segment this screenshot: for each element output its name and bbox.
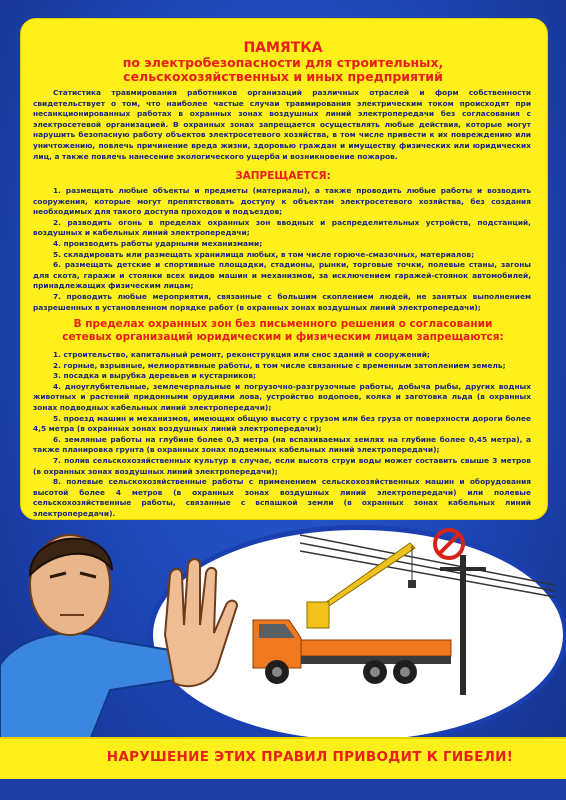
bottom-strip bbox=[0, 779, 566, 800]
list-item: 1. размещать любые объекты и предметы (материалы), а также проводить любые работы и возводить сооружения, которые могут препятствовать доступу к объектам электросетевого хозяйства, без создания необходимых для такого доступа проходов и подъездов; bbox=[33, 186, 531, 217]
man-stop-gesture-illustration bbox=[0, 515, 280, 740]
title-line: ПАМЯТКА bbox=[243, 40, 323, 56]
zones-heading bbox=[24, 318, 542, 343]
title-line: сельскохозяйственных и иных предприятий bbox=[123, 69, 443, 84]
list-item: 5. складировать или размещать хранилища любых, в том числе горюче-смазочных, материалов; bbox=[53, 249, 475, 259]
list-item: 2. горные, взрывные, мелиоративные работы, в том числе связанные с временным затоплением земель; bbox=[53, 360, 506, 370]
intro-text: Статистика травмирования работников организаций различных отраслей и форм собственности свидетельствует о том, что наиболее частые случаи травмирования электрическим током происходят при несанкционированных работах в охранных зонах воздушных линий электропередачи без согласования с электросетевой организацией. В охранных зонах запрещается осуществлять любые действия, которые могут нарушить безопасную работу объектов электросетевого хозяйства, в том числе привести к их повреждению или уничтожению, повлечь причинение вреда жизни, здоровью граждан и имуществу физических или юридических лиц, а также повлечь нанесение экологического ущерба и возникновение пожаров. bbox=[33, 88, 531, 161]
list-item: 4. дноуглубительные, землечерпальные и погрузочно-разгрузочные работы, добыча рыбы, других водных животных и растений придонными орудиями лова, устройство водопоев, колка и заготовка льда (в охранных зонах подводных кабельных линий электропередачи); bbox=[33, 381, 531, 412]
list-item: 4. производить работы ударными механизмами; bbox=[53, 238, 263, 248]
warning-text: НАРУШЕНИЕ ЭТИХ ПРАВИЛ ПРИВОДИТ К ГИБЕЛИ! bbox=[106, 749, 514, 765]
intro-paragraph bbox=[33, 88, 531, 162]
title-line: по электробезопасности для строительных, bbox=[122, 55, 444, 70]
list-item: 5. проезд машин и механизмов, имеющих общую высоту с грузом или без груза от поверхности дороги более 4,5 метра (в охранных зонах воздушных линий электропередачи); bbox=[33, 413, 531, 434]
list-item: 7. проводить любые мероприятия, связанные с большим скоплением людей, не занятых выполнением разрешенных в установленном порядке работ (в охранных зонах воздушных линий электропередачи); bbox=[33, 291, 531, 312]
list-item: 1. строительство, капитальный ремонт, реконструкция или снос зданий и сооружений; bbox=[53, 350, 430, 359]
list-item: 6. размещать детские и спортивные площадки, стадионы, рынки, торговые точки, полевые станы, загоны для скота, гаражи и стоянки всех видов машин и механизмов, за исключением гаражей-стоянок автомобилей, принадлежащих физическим лицам; bbox=[33, 260, 531, 291]
list-item: 8. полевые сельскохозяйственные работы с применением сельскохозяйственных машин и оборудования высотой более 4 метров (в охранных зонах воздушных линий электропередачи) или полевые сельскохозяйственные работы, связанные с вспашкой земли (в охранных зонах кабельных линий электропередачи). bbox=[33, 477, 531, 518]
list-item: 6. земляные работы на глубине более 0,3 метра (на вспахиваемых землях на глубине более 0,45 метра), а также планировка грунта (в охранных зонах подземных кабельных линий электропередачи); bbox=[33, 434, 531, 455]
list-item: 2. разводить огонь в пределах охранных зон вводных и распределительных устройств, подстанций, воздушных и кабельных линий электропередачи; bbox=[33, 217, 531, 238]
page-title bbox=[24, 40, 542, 84]
zones-heading-line: В пределах охранных зон без письменного решения о согласовании bbox=[73, 318, 493, 330]
zones-heading-line: сетевых организаций юридическим и физическим лицам запрещаются: bbox=[62, 330, 504, 343]
forbidden-list bbox=[33, 186, 531, 313]
list-item: 3. посадка и вырубка деревьев и кустарников; bbox=[53, 371, 257, 381]
forbidden-heading: ЗАПРЕЩАЕТСЯ: bbox=[235, 170, 331, 182]
list-item: 7. полив сельскохозяйственных культур в случае, если высота струи воды может составить свыше 3 метров (в охранных зонах воздушных линий электропередачи); bbox=[33, 455, 531, 476]
zones-list bbox=[33, 350, 531, 520]
